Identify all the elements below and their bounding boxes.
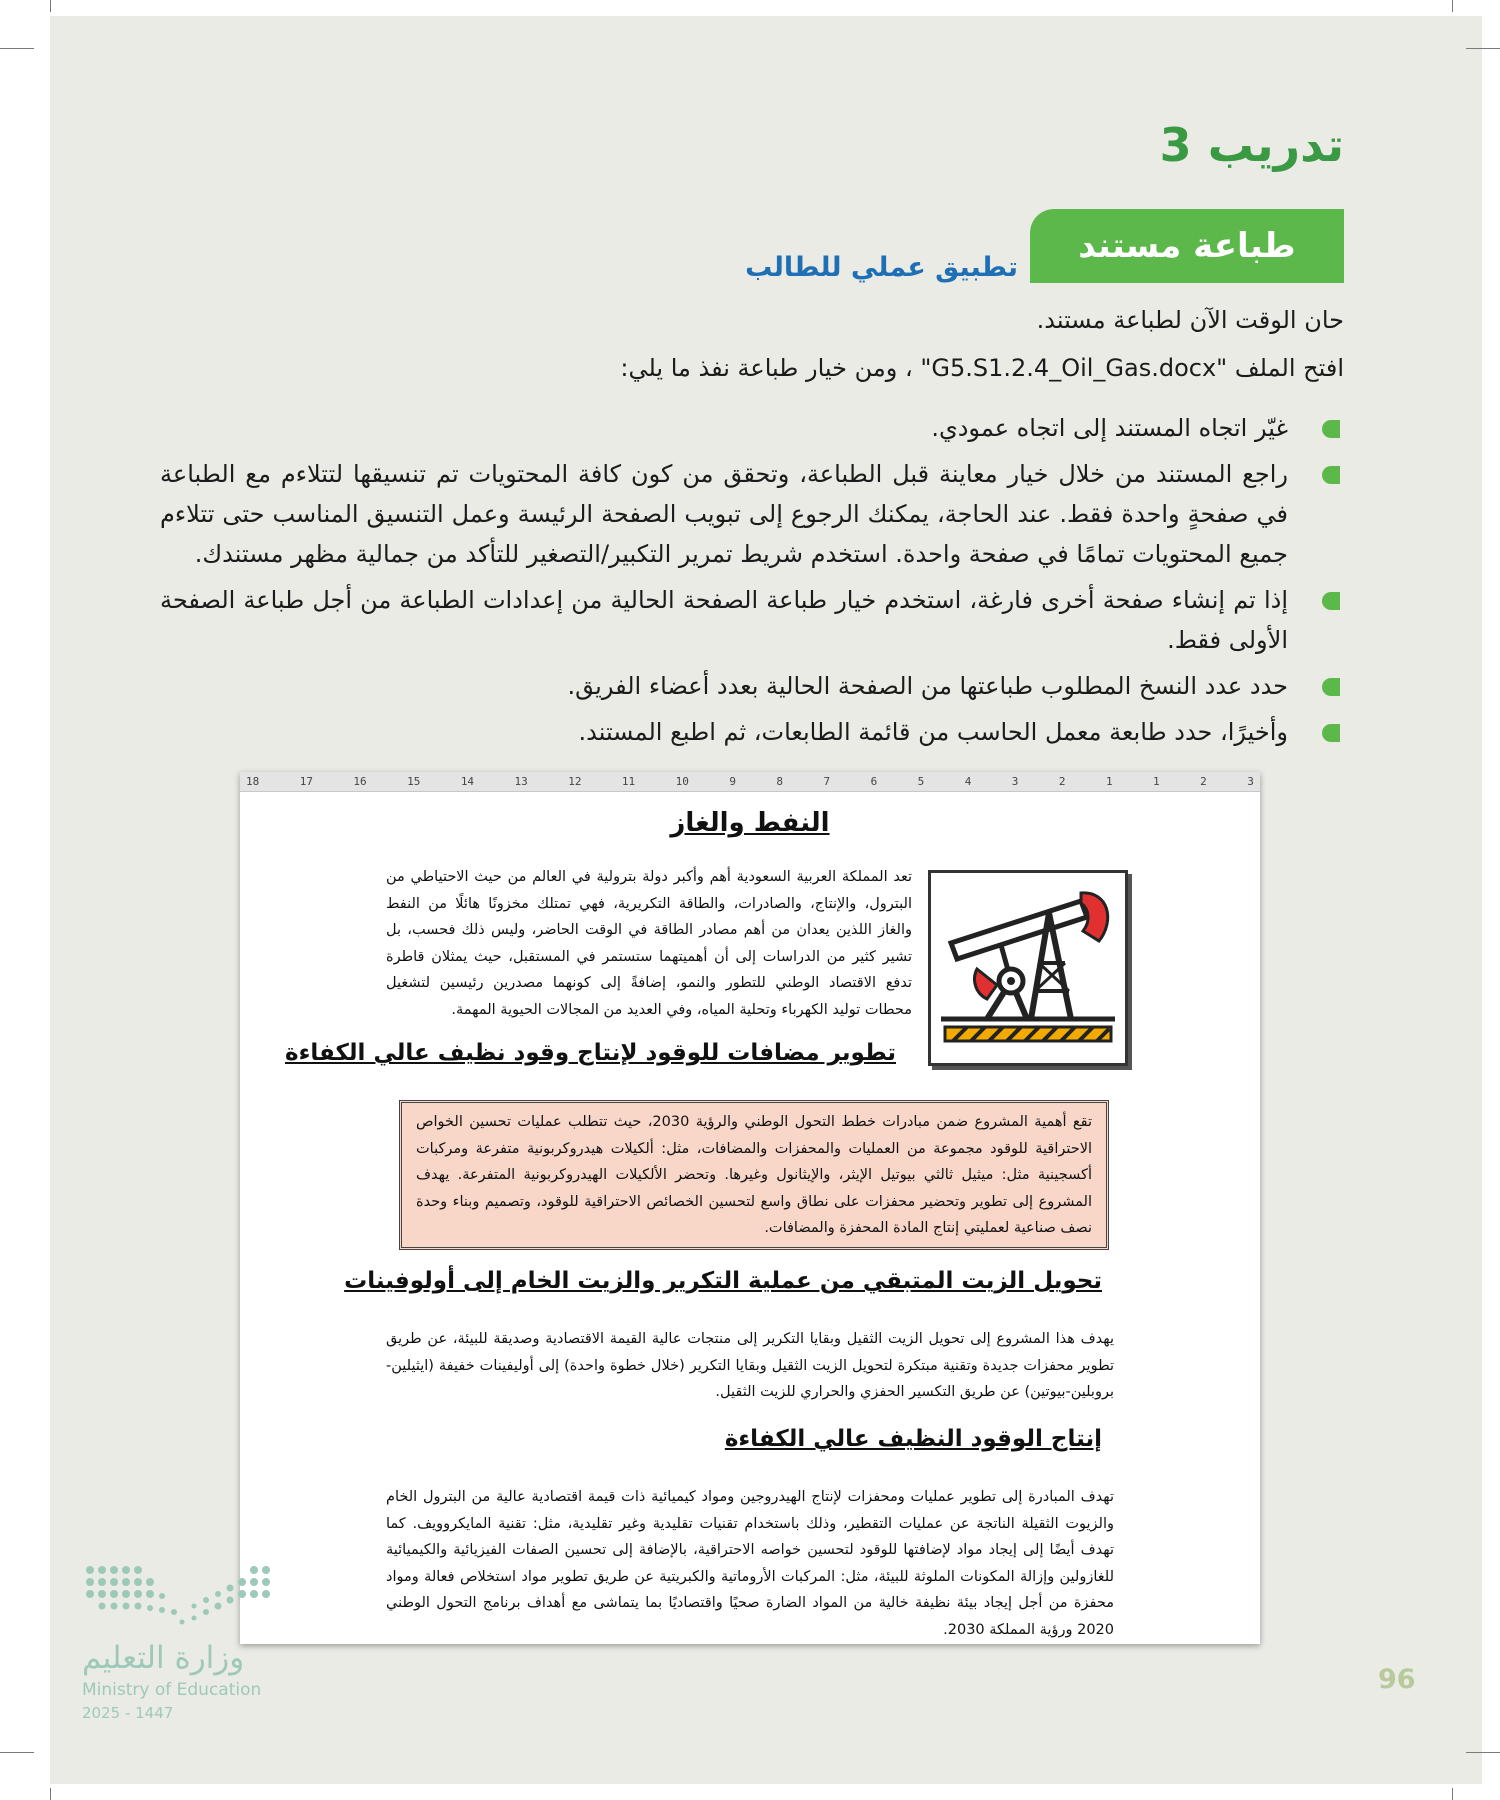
ruler-label: 1 bbox=[1153, 775, 1160, 788]
section-tab-label: طباعة مستند bbox=[1078, 226, 1296, 266]
crop-mark bbox=[1452, 1788, 1453, 1800]
list-item: وأخيرًا، حدد طابعة معمل الحاسب من قائمة الطابعات، ثم اطبع المستند. bbox=[160, 712, 1340, 752]
section-tab bbox=[1030, 209, 1344, 283]
document-box-paragraph: تقع أهمية المشروع ضمن مبادرات خطط التحول الوطني والرؤية 2030، حيث تتطلب عمليات تحسين الخواص الاحتراقية للوقود مجموعة من العمليات والمحفزات والمضافات، مثل: ألكيلات هيدروكربونية متفرعة ومركبات أكسجينية مثل: ميثيل ثالثي بيوتيل الإيثر، والإيثانول وغيرها. وتحضر الألكيلات الهيدروكربونية المتفرعة. يهدف المشروع إلى تطوير وتحضير محفزات على نطاق واسع لتحسين الخصائص الاحتراقية للوقود، وتصميم وبناء وحدة نصف صناعية لعمليتي إنتاج المادة المحفزة والمضافات. bbox=[416, 1114, 1092, 1236]
crop-mark bbox=[50, 1788, 51, 1800]
list-item: إذا تم إنشاء صفحة أخرى فارغة، استخدم خيار طباعة الصفحة الحالية من إعدادات الطباعة من أجل طباعة الصفحة الأولى فقط. bbox=[160, 580, 1340, 660]
crop-mark bbox=[1466, 1752, 1500, 1753]
ruler-label: 13 bbox=[514, 775, 528, 788]
document-heading-3: تحويل الزيت المتبقي من عملية التكرير والزيت الخام إلى أولوفينات bbox=[344, 1268, 1102, 1294]
crop-mark bbox=[50, 0, 51, 12]
ministry-name-english: Ministry of Education bbox=[82, 1680, 262, 1700]
bullet-green-icon bbox=[1322, 420, 1340, 438]
intro-line-2: افتح الملف "G5.S1.2.4_Oil_Gas.docx" ، ومن خيار طباعة نفذ ما يلي: bbox=[620, 354, 1344, 382]
bullet-green-icon bbox=[1322, 678, 1340, 696]
ruler-label: 6 bbox=[870, 775, 878, 788]
ruler-label: 7 bbox=[823, 775, 831, 788]
ruler-label: 4 bbox=[964, 775, 972, 788]
page-title: تدريب 3 bbox=[1159, 118, 1344, 172]
crop-mark bbox=[1452, 0, 1453, 12]
crop-mark bbox=[0, 48, 34, 49]
ruler-label: 16 bbox=[353, 775, 367, 788]
oil-pump-icon-graphic bbox=[931, 873, 1125, 1063]
ruler-label: 2 bbox=[1200, 775, 1207, 788]
list-item: راجع المستند من خلال خيار معاينة قبل الطباعة، وتحقق من كون كافة المحتويات تم تنسيقها لتتلاءم مع الطباعة في صفحةٍ واحدة فقط. عند الحاجة، يمكنك الرجوع إلى تبويب الصفحة الرئيسة وعمل التنسيق المناسب حتى تتلاءم جميع المحتويات تمامًا في صفحة واحدة. استخدم شريط تمرير التكبير/التصغير للتأكد من جمالية مظهر مستندك. bbox=[160, 454, 1340, 574]
intro-line-1: حان الوقت الآن لطباعة مستند. bbox=[1036, 306, 1344, 334]
ruler-label: 11 bbox=[621, 775, 636, 788]
document-heading-2: تطوير مضافات للوقود لإنتاج وقود نظيف عالي الكفاءة bbox=[285, 1040, 896, 1066]
ruler-label: 18 bbox=[246, 775, 260, 788]
ruler-label: 14 bbox=[460, 775, 475, 788]
ruler-label: 9 bbox=[729, 775, 736, 788]
ruler-label: 8 bbox=[776, 775, 784, 788]
document-heading-4: إنتاج الوقود النظيف عالي الكفاءة bbox=[724, 1426, 1102, 1452]
ruler-label: 2 bbox=[1058, 775, 1066, 788]
ruler-label: 1 bbox=[1105, 775, 1113, 788]
ministry-year: 2025 - 1447 bbox=[82, 1704, 174, 1722]
document-paragraph-4: تهدف المبادرة إلى تطوير عمليات ومحفزات لإنتاج الهيدروجين ومواد كيميائية ذات قيمة اقتصادية عالية من البترول الخام والزيوت الثقيلة الناتجة عن عمليات التقطير، وذلك باستخدام تقنيات تقليدية وغير تقليدية، مثل: تقنية المايكروويف. كما تهدف أيضًا إلى إيجاد مواد لإضافتها للوقود لتحسين خواصه الاحتراقية، بالإضافة إلى تحسين الصفات الفيزيائية والكيميائية للغازولين وإزالة المكونات الملوثة للبيئة، مثل: المركبات الأروماتية والكبريتية عن طريق تطوير مواد استخلاص فعالة ومواد محفزة من أجل إيجاد بيئة نظيفة خالية من المواد الضارة صحيًا واقتصاديًا بما يتماشى مع أهداف برنامج التحول الوطني 2020 ورؤية المملكة 2030. bbox=[386, 1489, 1114, 1638]
ruler-label: 17 bbox=[299, 775, 313, 788]
ruler-label: 15 bbox=[407, 775, 421, 788]
ruler-label: 12 bbox=[568, 775, 582, 788]
document-title: النفط والغاز bbox=[670, 808, 830, 838]
ruler-label: 10 bbox=[675, 775, 689, 788]
page-number: 96 bbox=[1378, 1664, 1416, 1695]
list-item: غيّر اتجاه المستند إلى اتجاه عمودي. bbox=[160, 408, 1340, 448]
bullet-green-icon bbox=[1322, 724, 1340, 742]
crop-mark bbox=[1466, 48, 1500, 49]
bullet-green-icon bbox=[1322, 466, 1340, 484]
crop-mark bbox=[0, 1752, 34, 1753]
instruction-list bbox=[160, 408, 1340, 758]
ruler-label: 3 bbox=[1011, 775, 1019, 788]
list-item: حدد عدد النسخ المطلوب طباعتها من الصفحة الحالية بعدد أعضاء الفريق. bbox=[160, 666, 1340, 706]
ruler-label: 3 bbox=[1247, 775, 1254, 788]
highlighted-paragraph-box bbox=[399, 1100, 1109, 1250]
ruler-label: 5 bbox=[917, 775, 925, 788]
bullet-green-icon bbox=[1322, 592, 1340, 610]
document-paragraph-1: تعد المملكة العربية السعودية أهم وأكبر دولة بترولية في العالم من حيث الاحتياطي من البترول، والإنتاج، والصادرات، والطاقة التكريرية، فهي تمتلك مخزونًا هائلًا من النفط والغاز اللذين يعدان من أهم مصادر الطاقة في الوقت الحاضر، وليس ذلك فحسب، بل تشير كثير من الدراسات إلى أن أهميتهما ستستمر في المستقبل، حيث يمثلان قاطرة تدفع الاقتصاد الوطني للتطور والنمو، إضافةً إلى كونهما مصدرين رئيسين لتشغيل محطات توليد الكهرباء وتحلية المياه، وفي العديد من المجالات الحيوية المهمة. bbox=[386, 869, 912, 1018]
oil-pump-icon bbox=[928, 870, 1128, 1066]
section-subtitle: تطبيق عملي للطالب bbox=[745, 252, 1018, 283]
horizontal-ruler[interactable] bbox=[240, 772, 1260, 792]
ministry-logo-icon bbox=[82, 1562, 272, 1632]
document-paragraph-3: يهدف هذا المشروع إلى تحويل الزيت الثقيل وبقايا التكرير إلى منتجات عالية القيمة الاقتصادية وصديقة للبيئة، عن طريق تطوير محفزات جديدة وتقنية مبتكرة لتحويل الزيت الثقيل وبقايا التكرير (خلال خطوة واحدة) إلى أوليفينات خفيفة (ايثيلين-بروبلين-بيوتين) عن طريق التكسير الحفزي والحراري للزيت الثقيل. bbox=[386, 1331, 1114, 1400]
ministry-name-arabic: وزارة التعليم bbox=[82, 1640, 245, 1676]
